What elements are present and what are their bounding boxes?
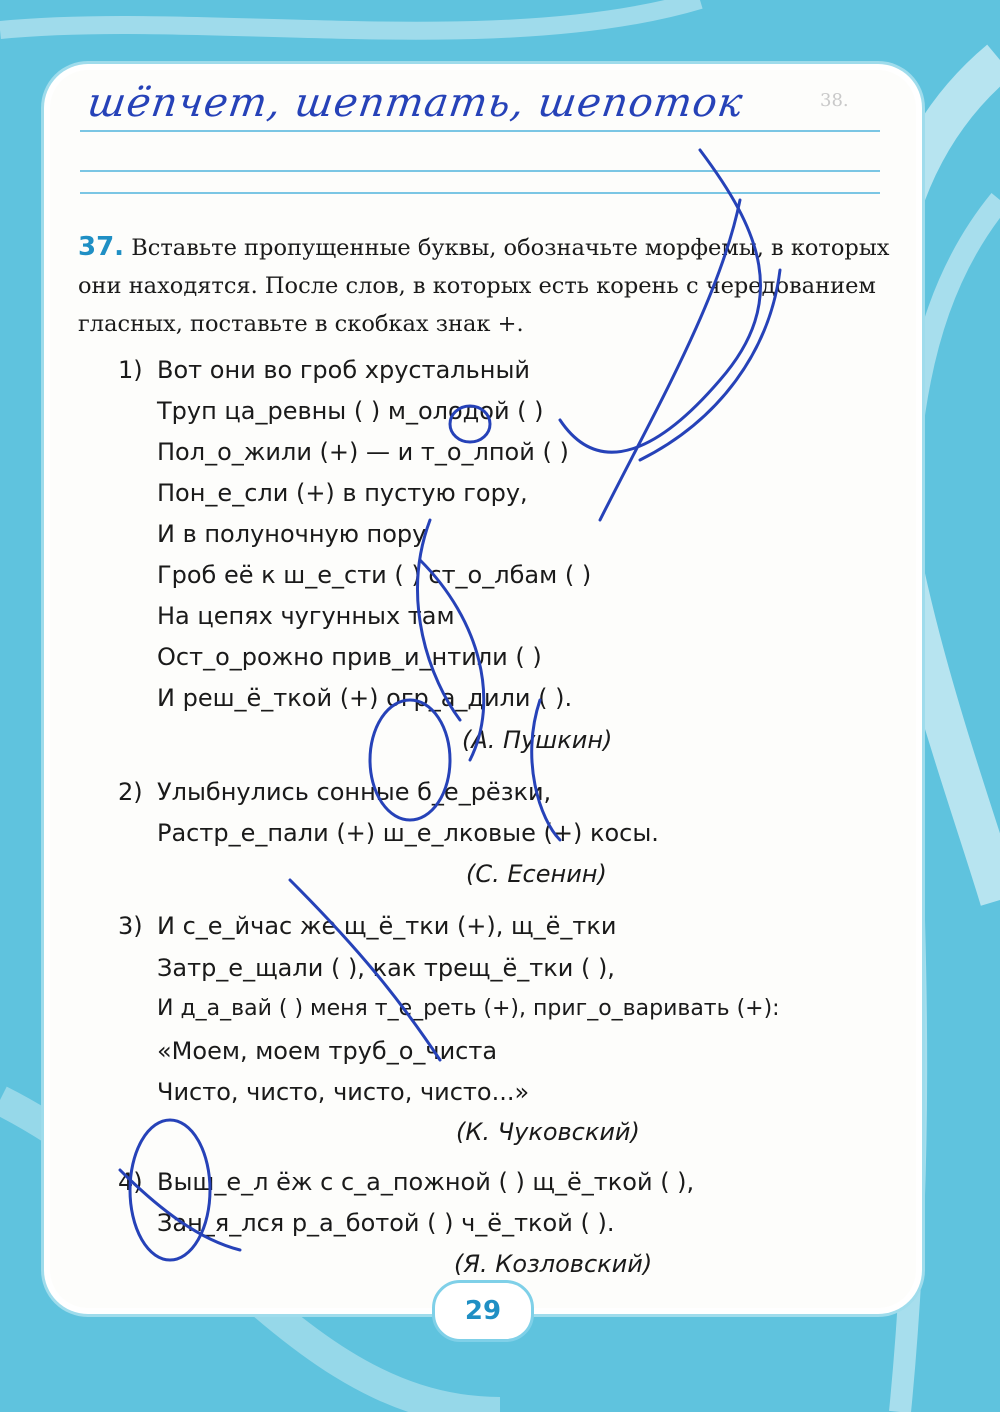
poem-line: И в полуночную пору bbox=[157, 520, 427, 548]
poem-line: И реш_ё_ткой (+) огр_а_дили ( ). bbox=[157, 684, 573, 712]
poem-line: И д_а_вай ( ) меня т_е_реть (+), приг_о_варивать (+): bbox=[157, 996, 780, 1021]
task-instruction bbox=[78, 228, 908, 343]
poem-line: Вот они во гроб хрустальный bbox=[157, 356, 531, 384]
poem-line: Чисто, чисто, чисто, чисто...» bbox=[157, 1078, 530, 1106]
handwritten-answer: шёпчет, шептать, шепоток bbox=[84, 80, 747, 126]
poem-line: Улыбнулись сонные б_е_рёзки, bbox=[157, 778, 552, 806]
page-number-badge bbox=[432, 1280, 534, 1342]
poem-line: Выш_е_л ёж с с_а_пожной ( ) щ_ё_ткой ( ), bbox=[157, 1168, 695, 1196]
ruled-line bbox=[80, 130, 880, 132]
section-number: 1) bbox=[118, 356, 143, 384]
poem-line: «Моем, моем труб_о_чиста bbox=[157, 1037, 498, 1065]
poem-line: Растр_е_пали (+) ш_е_лковые (+) косы. bbox=[157, 819, 659, 847]
poem-line: И с_е_йчас же щ_ё_тки (+), щ_ё_тки bbox=[157, 912, 617, 940]
poem-line: Ост_о_рожно прив_и_нтили ( ) bbox=[157, 643, 542, 671]
task-text: Вставьте пропущенные буквы, обозначьте морфемы, в которых они находятся. После слов, в которых есть корень с чередованием гласных, поставьте в скобках знак +. bbox=[78, 235, 890, 337]
poem-line: Затр_е_щали ( ), как трещ_ё_тки ( ), bbox=[157, 954, 615, 982]
poem-line: На цепях чугунных там bbox=[157, 602, 455, 630]
show-through-text: 38. bbox=[820, 90, 849, 111]
section-number: 3) bbox=[118, 912, 143, 940]
section-number: 2) bbox=[118, 778, 143, 806]
author-credit: (К. Чуковский) bbox=[456, 1118, 640, 1146]
page-number: 29 bbox=[464, 1296, 502, 1326]
poem-line: Труп ца_ревны ( ) м_олодой ( ) bbox=[157, 397, 544, 425]
poem-line: Пон_е_сли (+) в пустую гору, bbox=[157, 479, 528, 507]
poem-line: Гроб её к ш_е_сти ( ) ст_о_лбам ( ) bbox=[157, 561, 592, 589]
poem-line: Зан_я_лся р_а_ботой ( ) ч_ё_ткой ( ). bbox=[157, 1209, 615, 1237]
author-credit: (Я. Козловский) bbox=[454, 1250, 653, 1278]
ruled-line bbox=[80, 170, 880, 172]
poem-line: Пол_о_жили (+) — и т_о_лпой ( ) bbox=[157, 438, 569, 466]
ruled-line bbox=[80, 192, 880, 194]
author-credit: (А. Пушкин) bbox=[462, 726, 613, 754]
section-number: 4) bbox=[118, 1168, 143, 1196]
task-number: 37. bbox=[78, 232, 125, 262]
author-credit: (С. Есенин) bbox=[466, 860, 607, 888]
